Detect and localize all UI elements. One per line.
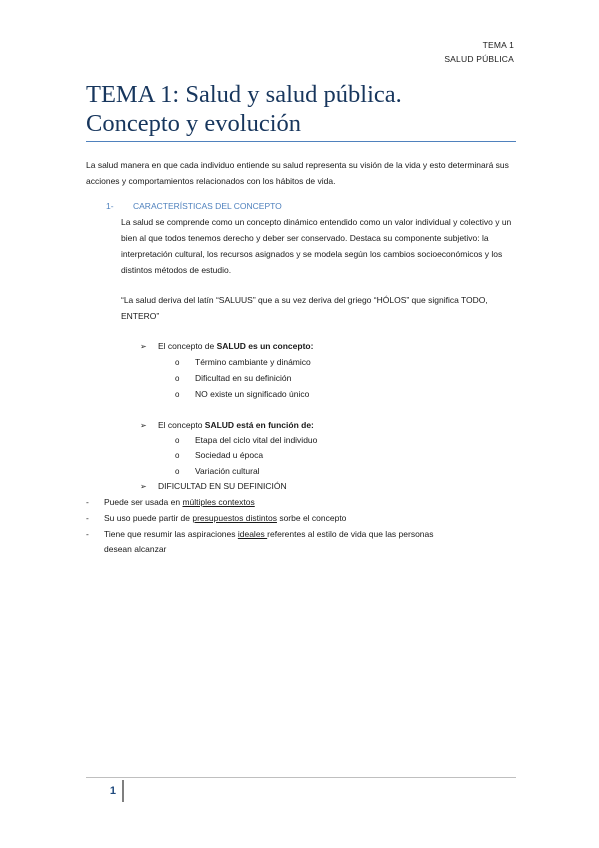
intro-paragraph: La salud manera en que cada individuo entiende su salud representa su visión de la vida y esto determinará sus acciones y comportamientos relacionados con los hábitos de vida.: [86, 160, 509, 186]
page-title: [86, 80, 516, 138]
list-item-text: Variación cultural: [195, 466, 260, 476]
list-item: [175, 449, 263, 462]
dash-item-text: referentes al estilo de vida que las personas: [267, 529, 434, 539]
list-heading-concept: [140, 340, 313, 353]
difficulty-heading: [140, 480, 287, 493]
list-item: [175, 388, 309, 401]
list-heading-text: El concepto de: [158, 341, 217, 351]
difficulty-text: DIFICULTAD EN SU DEFINICIÓN: [158, 481, 287, 491]
dash-bullet: -: [86, 513, 89, 523]
dash-bullet: -: [86, 529, 89, 539]
circle-bullet-icon: o: [175, 358, 180, 367]
title-underline: [86, 141, 516, 142]
list-heading-bold: SALUD es un concepto:: [216, 341, 314, 351]
dash-item-text: Su uso puede partir de: [104, 513, 193, 523]
underlined-term: presupuestos distintos: [192, 513, 277, 523]
footer-divider: [86, 777, 516, 778]
list-heading-function: [140, 419, 314, 432]
header-subject: SALUD PÚBLICA: [444, 54, 514, 64]
circle-bullet-icon: o: [175, 467, 180, 476]
list-heading-text: El concepto: [158, 420, 205, 430]
list-item-text: Término cambiante y dinámico: [195, 357, 311, 367]
circle-bullet-icon: o: [175, 436, 180, 445]
list-item: [175, 356, 311, 369]
list-item: [175, 372, 291, 385]
page-number: 1: [86, 780, 124, 802]
list-item: [175, 465, 260, 478]
dash-bullet: -: [86, 497, 89, 507]
circle-bullet-icon: o: [175, 451, 180, 460]
circle-bullet-icon: o: [175, 390, 180, 399]
circle-bullet-icon: o: [175, 374, 180, 383]
title-line-1: TEMA 1: Salud y salud pública.: [86, 81, 402, 108]
arrow-bullet-icon: ➢: [140, 342, 147, 351]
list-item: [175, 434, 317, 447]
section-heading: [106, 200, 282, 212]
title-line-2: Concepto y evolución: [86, 110, 302, 137]
dash-item-text: Puede ser usada en: [104, 497, 183, 507]
list-item-text: Etapa del ciclo vital del individuo: [195, 435, 318, 445]
arrow-bullet-icon: ➢: [140, 421, 147, 430]
underlined-term: ideales: [237, 529, 268, 539]
dash-list-item: [86, 511, 516, 526]
underlined-term: múltiples contextos: [182, 497, 255, 507]
dash-list-item: [86, 527, 516, 557]
dash-item-text: Tiene que resumir las aspiraciones: [104, 529, 238, 539]
section-title: CARACTERÍSTICAS DEL CONCEPTO: [133, 201, 282, 211]
dash-list-item: [86, 495, 516, 510]
section-paragraph: La salud se comprende como un concepto dinámico entendido como un valor individual y colectivo y un bien al que todos tenemos derecho y deber ser conservado. Destaca su componente subjetivo: la interpretación cultural, los recursos asignados y se modela según los cambios socioeconómicos y los distintos métodos de estudio.: [121, 217, 512, 275]
section-number: 1-: [106, 201, 114, 211]
list-heading-bold: SALUD está en función de:: [204, 420, 314, 430]
list-item-text: NO existe un significado único: [195, 389, 310, 399]
list-item-text: Dificultad en su definición: [195, 373, 292, 383]
list-item-text: Sociedad u época: [195, 450, 264, 460]
arrow-bullet-icon: ➢: [140, 482, 147, 491]
running-header: [444, 38, 514, 66]
dash-item-text: sorbe el concepto: [276, 513, 347, 523]
etymology-quote: “La salud deriva del latín “SALUUS” que a su vez deriva del griego “HÓLOS” que significa TODO, ENTERO”: [121, 295, 488, 321]
header-topic: TEMA 1: [482, 40, 514, 50]
dash-item-continuation: desean alcanzar: [104, 544, 167, 554]
